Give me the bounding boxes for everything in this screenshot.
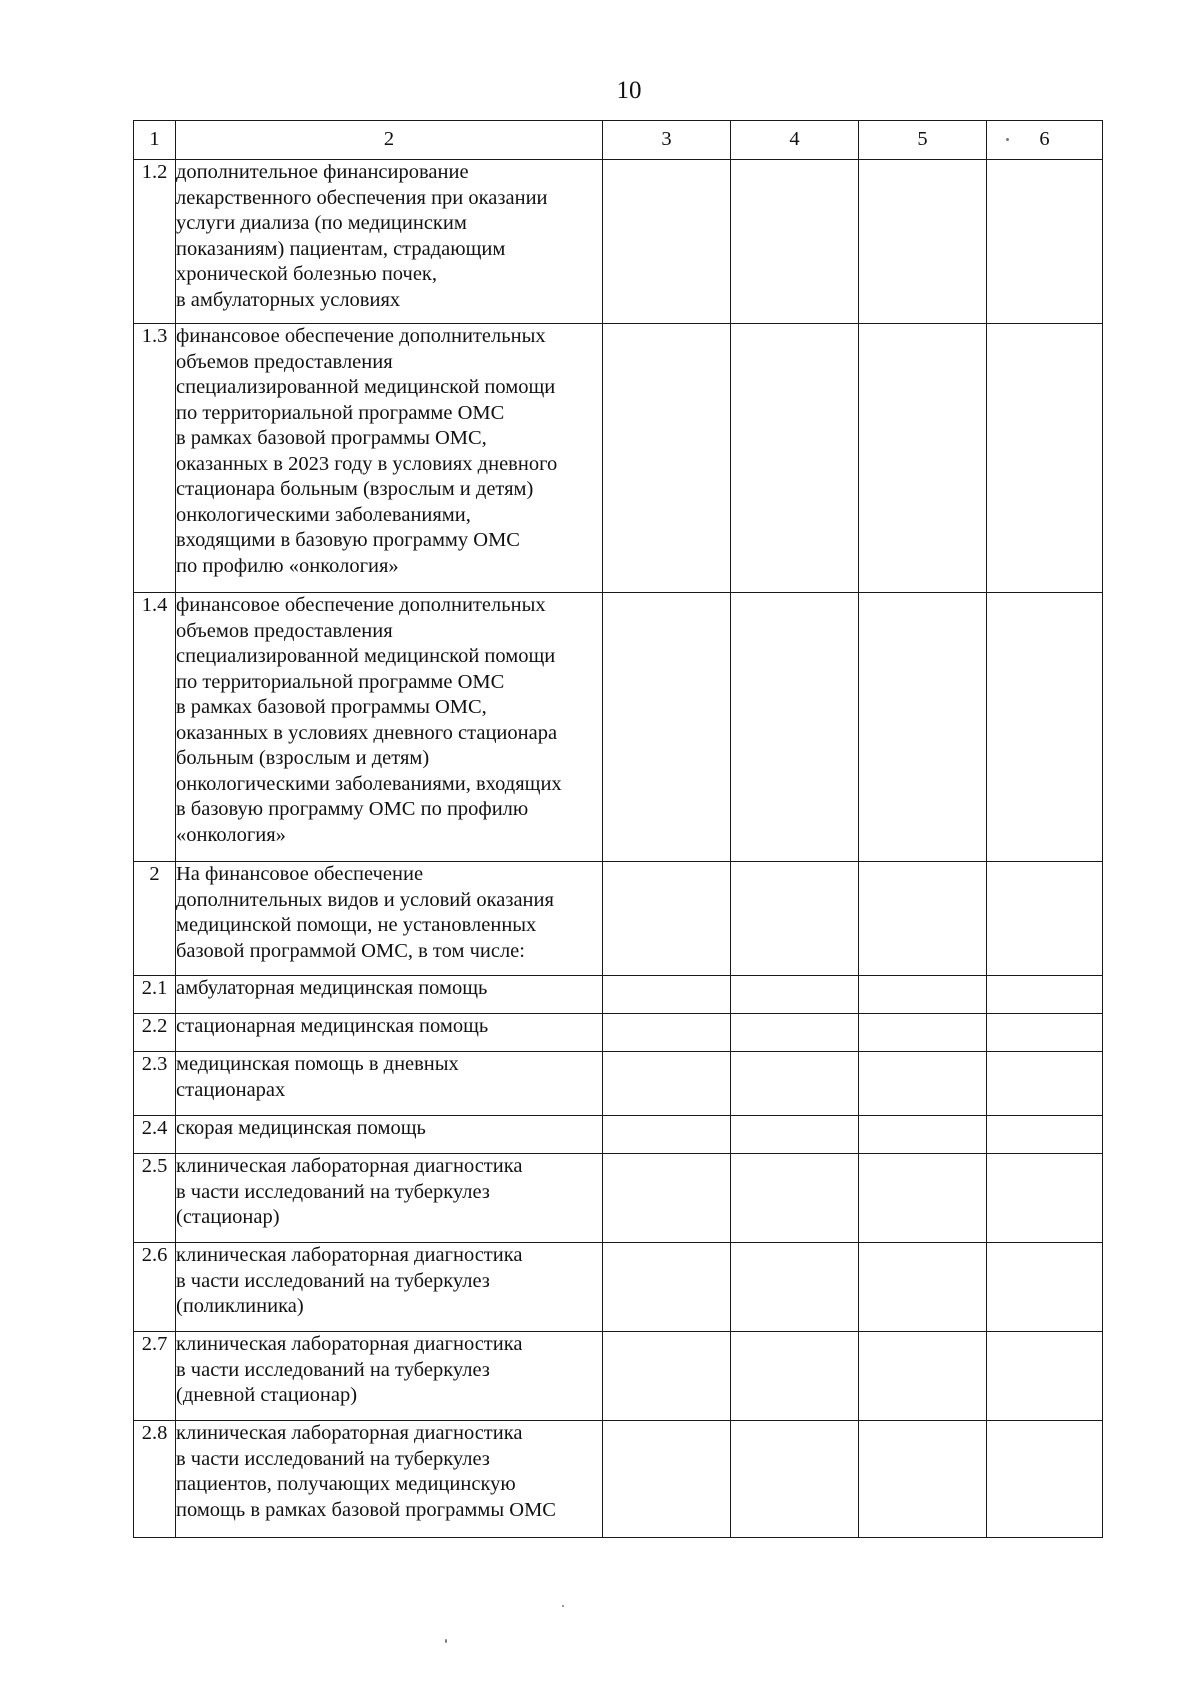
- value-cell: [731, 160, 859, 324]
- row-number-cell: 2.8: [134, 1421, 176, 1538]
- value-cell: [603, 1014, 731, 1052]
- row-number-cell: 1.2: [134, 160, 176, 324]
- row-number-cell: 2.5: [134, 1154, 176, 1243]
- scan-speck: [562, 1605, 564, 1607]
- value-cell: [859, 1154, 987, 1243]
- row-number-cell: 1.3: [134, 324, 176, 593]
- value-cell: [731, 324, 859, 593]
- table-row: [134, 1014, 1103, 1052]
- row-description-cell: стационарная медицинская помощь: [176, 1014, 603, 1052]
- value-cell: [731, 976, 859, 1014]
- value-cell: [603, 976, 731, 1014]
- row-number-cell: 2.7: [134, 1332, 176, 1421]
- value-cell: [859, 1421, 987, 1538]
- column-header: 4: [731, 121, 859, 160]
- table-row: [134, 976, 1103, 1014]
- row-description-cell: скорая медицинская помощь: [176, 1116, 603, 1154]
- row-description-cell: амбулаторная медицинская помощь: [176, 976, 603, 1014]
- column-header: 1: [134, 121, 176, 160]
- value-cell: [603, 1052, 731, 1116]
- value-cell: [731, 593, 859, 862]
- value-cell: [859, 324, 987, 593]
- value-cell: [859, 1243, 987, 1332]
- value-cell: [859, 862, 987, 976]
- row-description-cell: финансовое обеспечение дополнительных объемов предоставления специализированной медицинской помощи по территориальной программе ОМС в рамках базовой программы ОМС, оказанных в условиях дневного стационара больным (взрослым и детям) онкологическими заболеваниями, входящих в базовую программу ОМС по профилю «онкология»: [176, 593, 603, 862]
- row-number-cell: 2.1: [134, 976, 176, 1014]
- value-cell: [859, 1014, 987, 1052]
- value-cell: [987, 976, 1103, 1014]
- value-cell: [987, 1116, 1103, 1154]
- value-cell: [603, 1332, 731, 1421]
- column-header: 2: [176, 121, 603, 160]
- column-header: 6: [987, 121, 1103, 160]
- value-cell: [987, 1052, 1103, 1116]
- value-cell: [603, 160, 731, 324]
- value-cell: [987, 324, 1103, 593]
- row-description-cell: На финансовое обеспечение дополнительных видов и условий оказания медицинской помощи, не установленных базовой программой ОМС, в том числе:: [176, 862, 603, 976]
- value-cell: [859, 1116, 987, 1154]
- table-row: [134, 324, 1103, 593]
- row-description-cell: клиническая лабораторная диагностика в части исследований на туберкулез (дневной стационар): [176, 1332, 603, 1421]
- value-cell: [603, 1421, 731, 1538]
- table-row: [134, 593, 1103, 862]
- value-cell: [731, 1243, 859, 1332]
- column-header: 5: [859, 121, 987, 160]
- table-row: [134, 1243, 1103, 1332]
- value-cell: [603, 1243, 731, 1332]
- value-cell: [731, 1421, 859, 1538]
- table-row: [134, 1421, 1103, 1538]
- scan-speck: [445, 1639, 447, 1643]
- value-cell: [987, 160, 1103, 324]
- value-cell: [731, 1014, 859, 1052]
- value-cell: [603, 862, 731, 976]
- table-row: [134, 862, 1103, 976]
- scan-speck: [1006, 138, 1009, 141]
- value-cell: [731, 1332, 859, 1421]
- value-cell: [731, 862, 859, 976]
- row-number-cell: 2: [134, 862, 176, 976]
- value-cell: [731, 1154, 859, 1243]
- value-cell: [987, 1243, 1103, 1332]
- row-number-cell: 2.4: [134, 1116, 176, 1154]
- table-row: [134, 1052, 1103, 1116]
- row-description-cell: финансовое обеспечение дополнительных объемов предоставления специализированной медицинской помощи по территориальной программе ОМС в рамках базовой программы ОМС, оказанных в 2023 году в условиях дневного стационара больным (взрослым и детям) онкологическими заболеваниями, входящими в базовую программу ОМС по профилю «онкология»: [176, 324, 603, 593]
- value-cell: [987, 1421, 1103, 1538]
- page-number: 10: [616, 77, 642, 104]
- value-cell: [859, 1052, 987, 1116]
- value-cell: [859, 593, 987, 862]
- table-row: [134, 160, 1103, 324]
- value-cell: [731, 1116, 859, 1154]
- row-description-cell: медицинская помощь в дневных стационарах: [176, 1052, 603, 1116]
- row-description-cell: дополнительное финансирование лекарственного обеспечения при оказании услуги диализа (по медицинским показаниям) пациентам, страдающим хронической болезнью почек, в амбулаторных условиях: [176, 160, 603, 324]
- row-description-cell: клиническая лабораторная диагностика в части исследований на туберкулез пациентов, получающих медицинскую помощь в рамках базовой программы ОМС: [176, 1421, 603, 1538]
- row-description-cell: клиническая лабораторная диагностика в части исследований на туберкулез (стационар): [176, 1154, 603, 1243]
- row-description-cell: клиническая лабораторная диагностика в части исследований на туберкулез (поликлиника): [176, 1243, 603, 1332]
- data-table: [133, 120, 1103, 1538]
- column-header: 3: [603, 121, 731, 160]
- value-cell: [603, 1116, 731, 1154]
- value-cell: [859, 160, 987, 324]
- row-number-cell: 2.2: [134, 1014, 176, 1052]
- value-cell: [987, 862, 1103, 976]
- value-cell: [987, 593, 1103, 862]
- value-cell: [987, 1154, 1103, 1243]
- table-row: [134, 1154, 1103, 1243]
- value-cell: [859, 976, 987, 1014]
- row-number-cell: 2.6: [134, 1243, 176, 1332]
- row-number-cell: 1.4: [134, 593, 176, 862]
- value-cell: [603, 1154, 731, 1243]
- value-cell: [987, 1332, 1103, 1421]
- row-number-cell: 2.3: [134, 1052, 176, 1116]
- value-cell: [987, 1014, 1103, 1052]
- table-row: [134, 1332, 1103, 1421]
- value-cell: [859, 1332, 987, 1421]
- value-cell: [603, 593, 731, 862]
- value-cell: [603, 324, 731, 593]
- table-header-row: [134, 121, 1103, 160]
- table-row: [134, 1116, 1103, 1154]
- value-cell: [731, 1052, 859, 1116]
